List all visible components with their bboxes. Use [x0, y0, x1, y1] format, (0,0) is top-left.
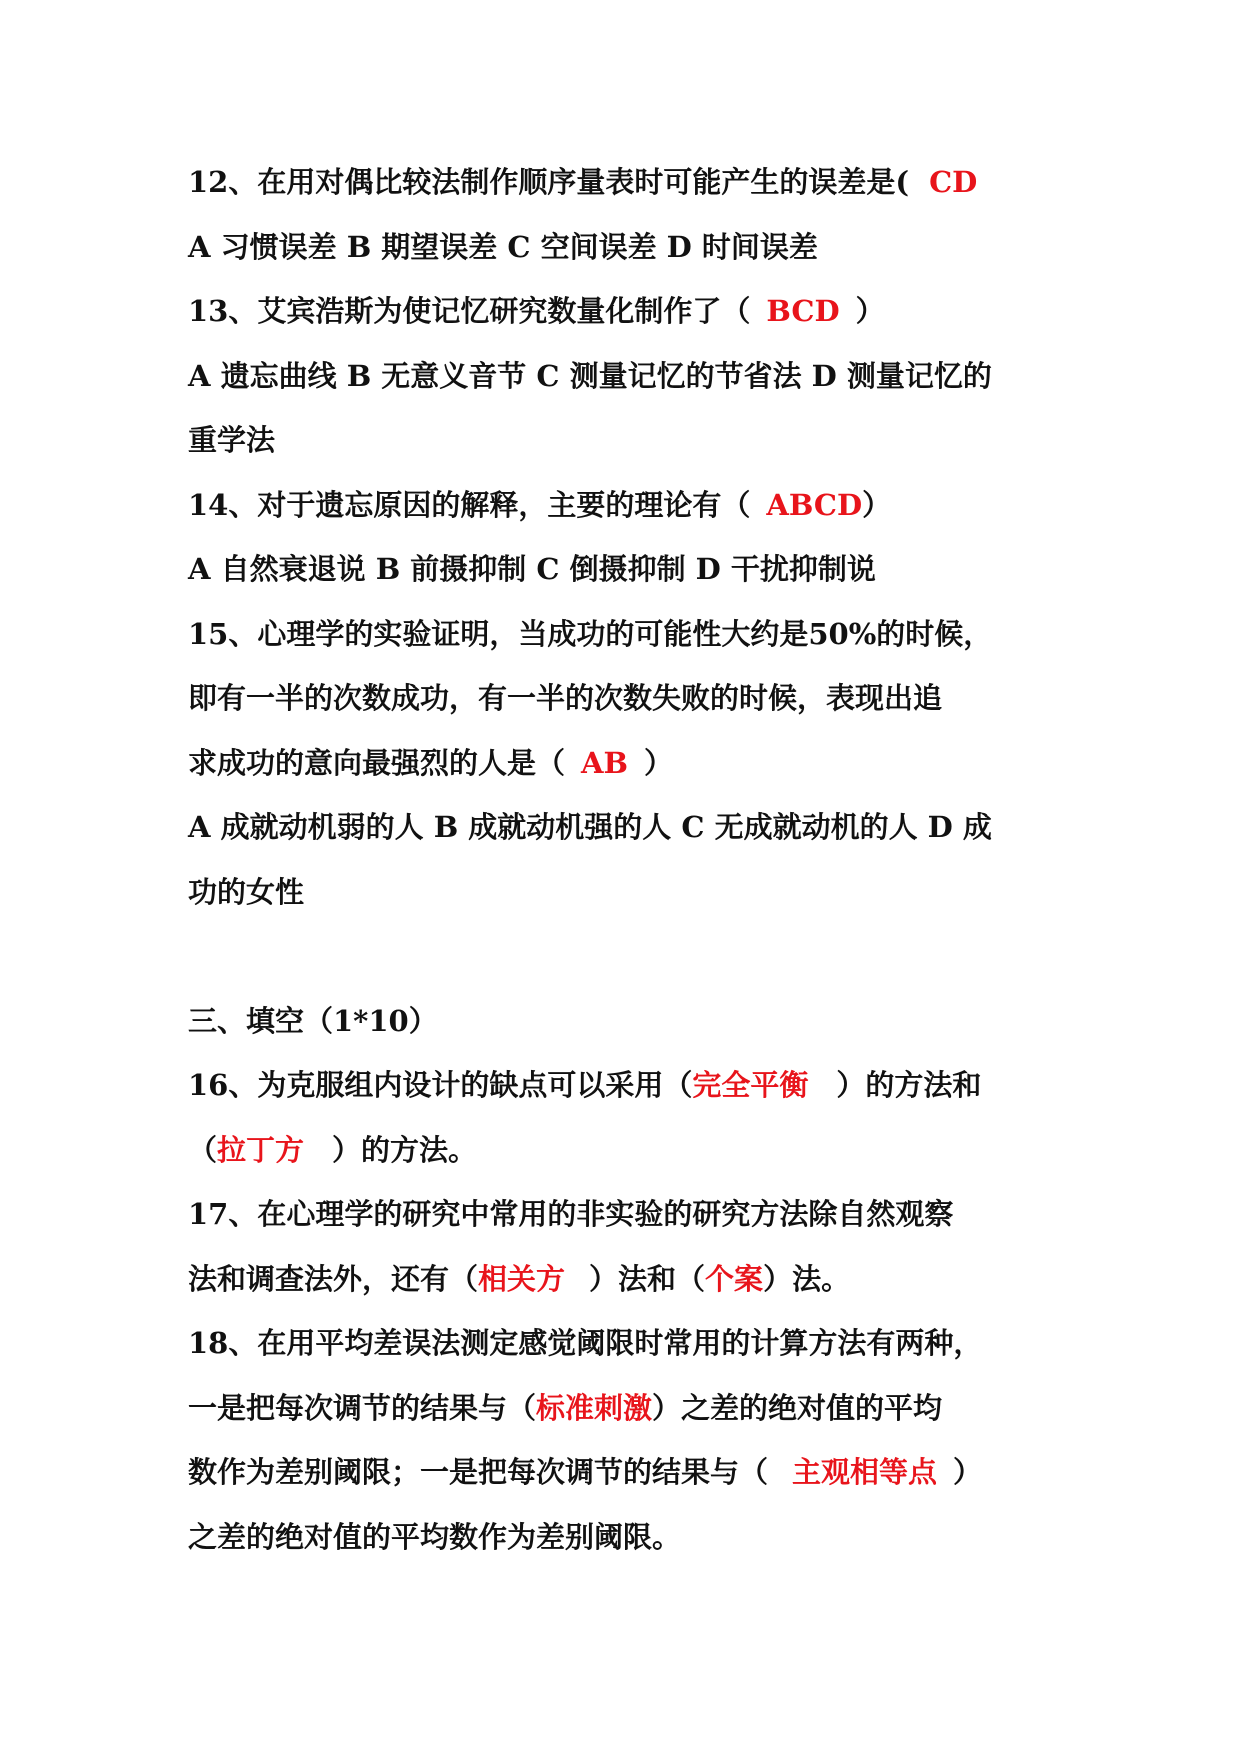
q18-line3 [188, 1440, 1088, 1505]
q15-close: ） [644, 745, 674, 780]
q17-blank1: 相关方 [478, 1261, 566, 1296]
q14-answer: ABCD [766, 487, 863, 522]
q16-text-d: ）的方法。 [332, 1132, 478, 1167]
q15-answer: AB [581, 745, 629, 780]
section-heading: 三、填空（1*10） [188, 1003, 438, 1038]
q16-line1 [188, 1053, 1088, 1118]
q14-options: A 自然衰退说 B 前摄抑制 C 倒摄抑制 D 干扰抑制说 [188, 552, 876, 586]
q18-line2 [188, 1376, 1088, 1441]
q18-blank2: 主观相等点 [792, 1455, 938, 1489]
q13-answer: BCD [766, 294, 840, 328]
q14-stem-line [188, 473, 1088, 538]
q16-text-c: （ [188, 1132, 218, 1167]
q15-options-line1: A 成就动机弱的人 B 成就动机强的人 C 无成就动机的人 D 成 [188, 810, 992, 844]
q17-text-a: 法和调查法外，还有（ [188, 1261, 479, 1296]
q16-blank1: 完全平衡 [692, 1068, 809, 1102]
q18-line1: 18、在用平均差误法测定感觉阈限时常用的计算方法有两种， [188, 1326, 983, 1360]
q17-line1: 17、在心理学的研究中常用的非实验的研究方法除自然观察 [188, 1197, 954, 1231]
q18-text-c: 数作为差别阈限；一是把每次调节的结果与（ [188, 1455, 769, 1489]
q17-text-c: ）法。 [763, 1261, 851, 1296]
q17-blank2: 个案 [705, 1261, 764, 1296]
q13-stem: 13、艾宾浩斯为使记忆研究数量化制作了（ [188, 294, 751, 328]
q14-close: ） [862, 487, 892, 522]
q18-text-d: ） [953, 1455, 983, 1489]
q18-line4: 之差的绝对值的平均数作为差别阈限。 [188, 1519, 682, 1554]
q17-text-b: ）法和（ [589, 1261, 706, 1296]
q16-line2 [188, 1118, 1088, 1183]
q16-text-b: ）的方法和 [836, 1068, 982, 1102]
q12-options: A 习惯误差 B 期望误差 C 空间误差 D 时间误差 [188, 229, 818, 264]
q15-stem-line2: 即有一半的次数成功，有一半的次数失败的时候，表现出追 [188, 681, 943, 715]
document-page [188, 150, 1088, 1569]
q13-options-line2: 重学法 [188, 423, 276, 457]
q16-blank2: 拉丁方 [217, 1132, 305, 1167]
q12-answer: CD [929, 165, 978, 199]
q17-line2 [188, 1247, 1088, 1312]
q15-options-line2: 功的女性 [188, 874, 305, 909]
q12-stem: 12、在用对偶比较法制作顺序量表时可能产生的误差是( [188, 165, 910, 199]
q13-options-line1: A 遗忘曲线 B 无意义音节 C 测量记忆的节省法 D 测量记忆的 [188, 358, 992, 393]
q15-stem-line3 [188, 731, 1088, 796]
q12-stem-line [188, 150, 1088, 215]
q18-blank1: 标准刺激 [536, 1390, 653, 1425]
q18-text-b: ）之差的绝对值的平均 [652, 1390, 943, 1425]
section-spacer [188, 924, 1088, 989]
q13-close: ） [855, 294, 885, 328]
q15-stem: 求成功的意向最强烈的人是（ [188, 745, 566, 780]
q15-stem-line1: 15、心理学的实验证明，当成功的可能性大约是50%的时候， [188, 616, 993, 651]
q13-stem-line [188, 279, 1088, 344]
q16-text-a: 16、为克服组内设计的缺点可以采用（ [188, 1068, 693, 1102]
q14-stem: 14、对于遗忘原因的解释，主要的理论有（ [188, 487, 751, 522]
q18-text-a: 一是把每次调节的结果与（ [188, 1390, 537, 1425]
